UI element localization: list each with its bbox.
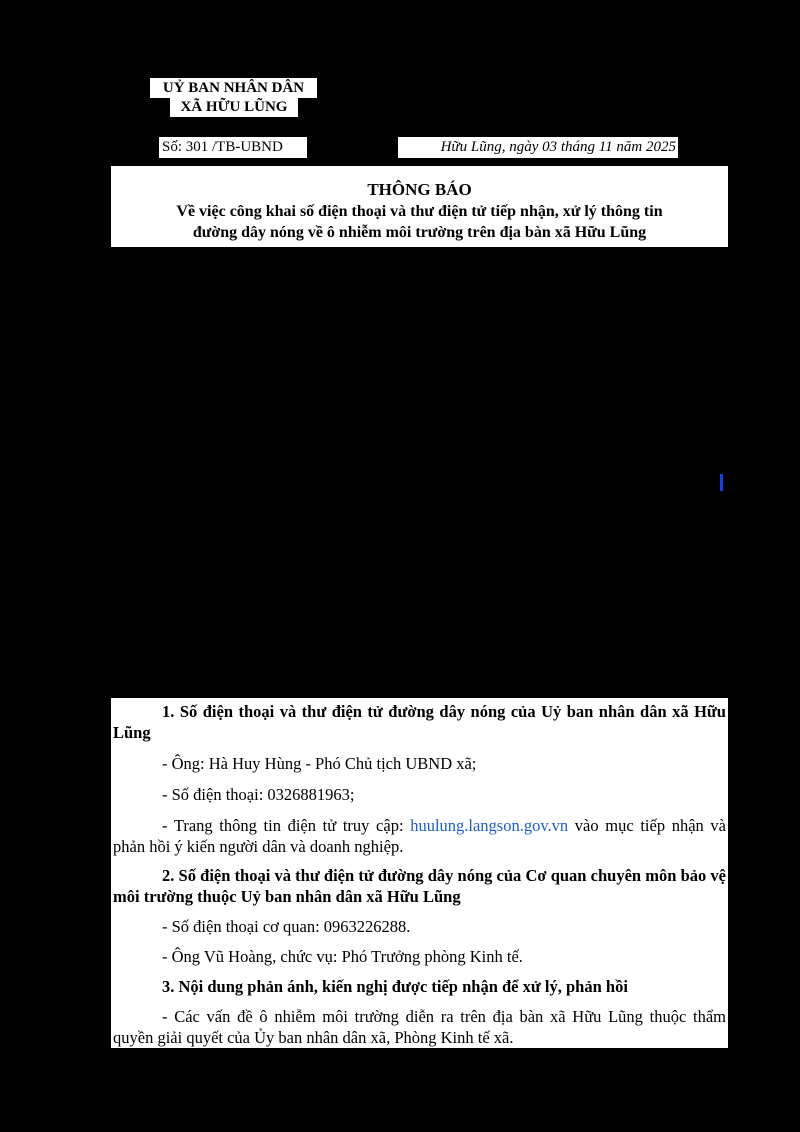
section1-phone: - Số điện thoại: 0326881963; — [162, 785, 355, 804]
section3-heading: 3. Nội dung phản ánh, kiến nghị được tiếp nhận để xử lý, phản hồi — [162, 977, 628, 996]
section1-person: - Ông: Hà Huy Hùng - Phó Chủ tịch UBND xã; — [162, 754, 477, 773]
document-subtitle-line2: đường dây nóng về ô nhiễm môi trường trên địa bàn xã Hữu Lũng — [192, 224, 647, 241]
document-subtitle-line1: Về việc công khai số điện thoại và thư điện tử tiếp nhận, xử lý thông tin — [176, 203, 663, 220]
section1-website — [113, 815, 726, 857]
org-name-line2: XÃ HỮU LŨNG — [170, 97, 298, 117]
website-link[interactable]: huulung.langson.gov.vn — [410, 816, 569, 835]
section1-web-prefix: - Trang thông tin điện tử truy cập: — [162, 816, 411, 835]
text-cursor-marker — [720, 474, 723, 491]
section2-heading: 2. Số điện thoại và thư điện tử đường dây nóng của Cơ quan chuyên môn bảo vệ môi trường thuộc Uỷ ban nhân dân xã Hữu Lũng — [113, 866, 726, 906]
section2-phone: - Số điện thoại cơ quan: 0963226288. — [162, 917, 411, 936]
place-date: Hữu Lũng, ngày 03 tháng 11 năm 2025 — [398, 137, 678, 158]
section3-item1: - Các vấn đề ô nhiễm môi trường diễn ra trên địa bàn xã Hữu Lũng thuộc thẩm quyền giải quyết của Ủy ban nhân dân xã, Phòng Kinh tế xã. — [113, 1007, 726, 1047]
document-body — [111, 698, 728, 1048]
document-title-block — [111, 166, 728, 247]
section2-person: - Ông Vũ Hoàng, chức vụ: Phó Trưởng phòng Kinh tế. — [162, 947, 523, 966]
document-heading: THÔNG BÁO — [367, 180, 472, 199]
document-number: Số: 301 /TB-UBND — [159, 137, 307, 158]
section1-web-suffix: vào mục tiếp nhận và phản hồi ý kiến người dân và doanh nghiệp. — [113, 816, 727, 856]
section1-heading: 1. Số điện thoại và thư điện tử đường dây nóng của Uỷ ban nhân dân xã Hữu Lũng — [113, 702, 726, 742]
org-name-line1: UỶ BAN NHÂN DÂN — [150, 78, 317, 98]
